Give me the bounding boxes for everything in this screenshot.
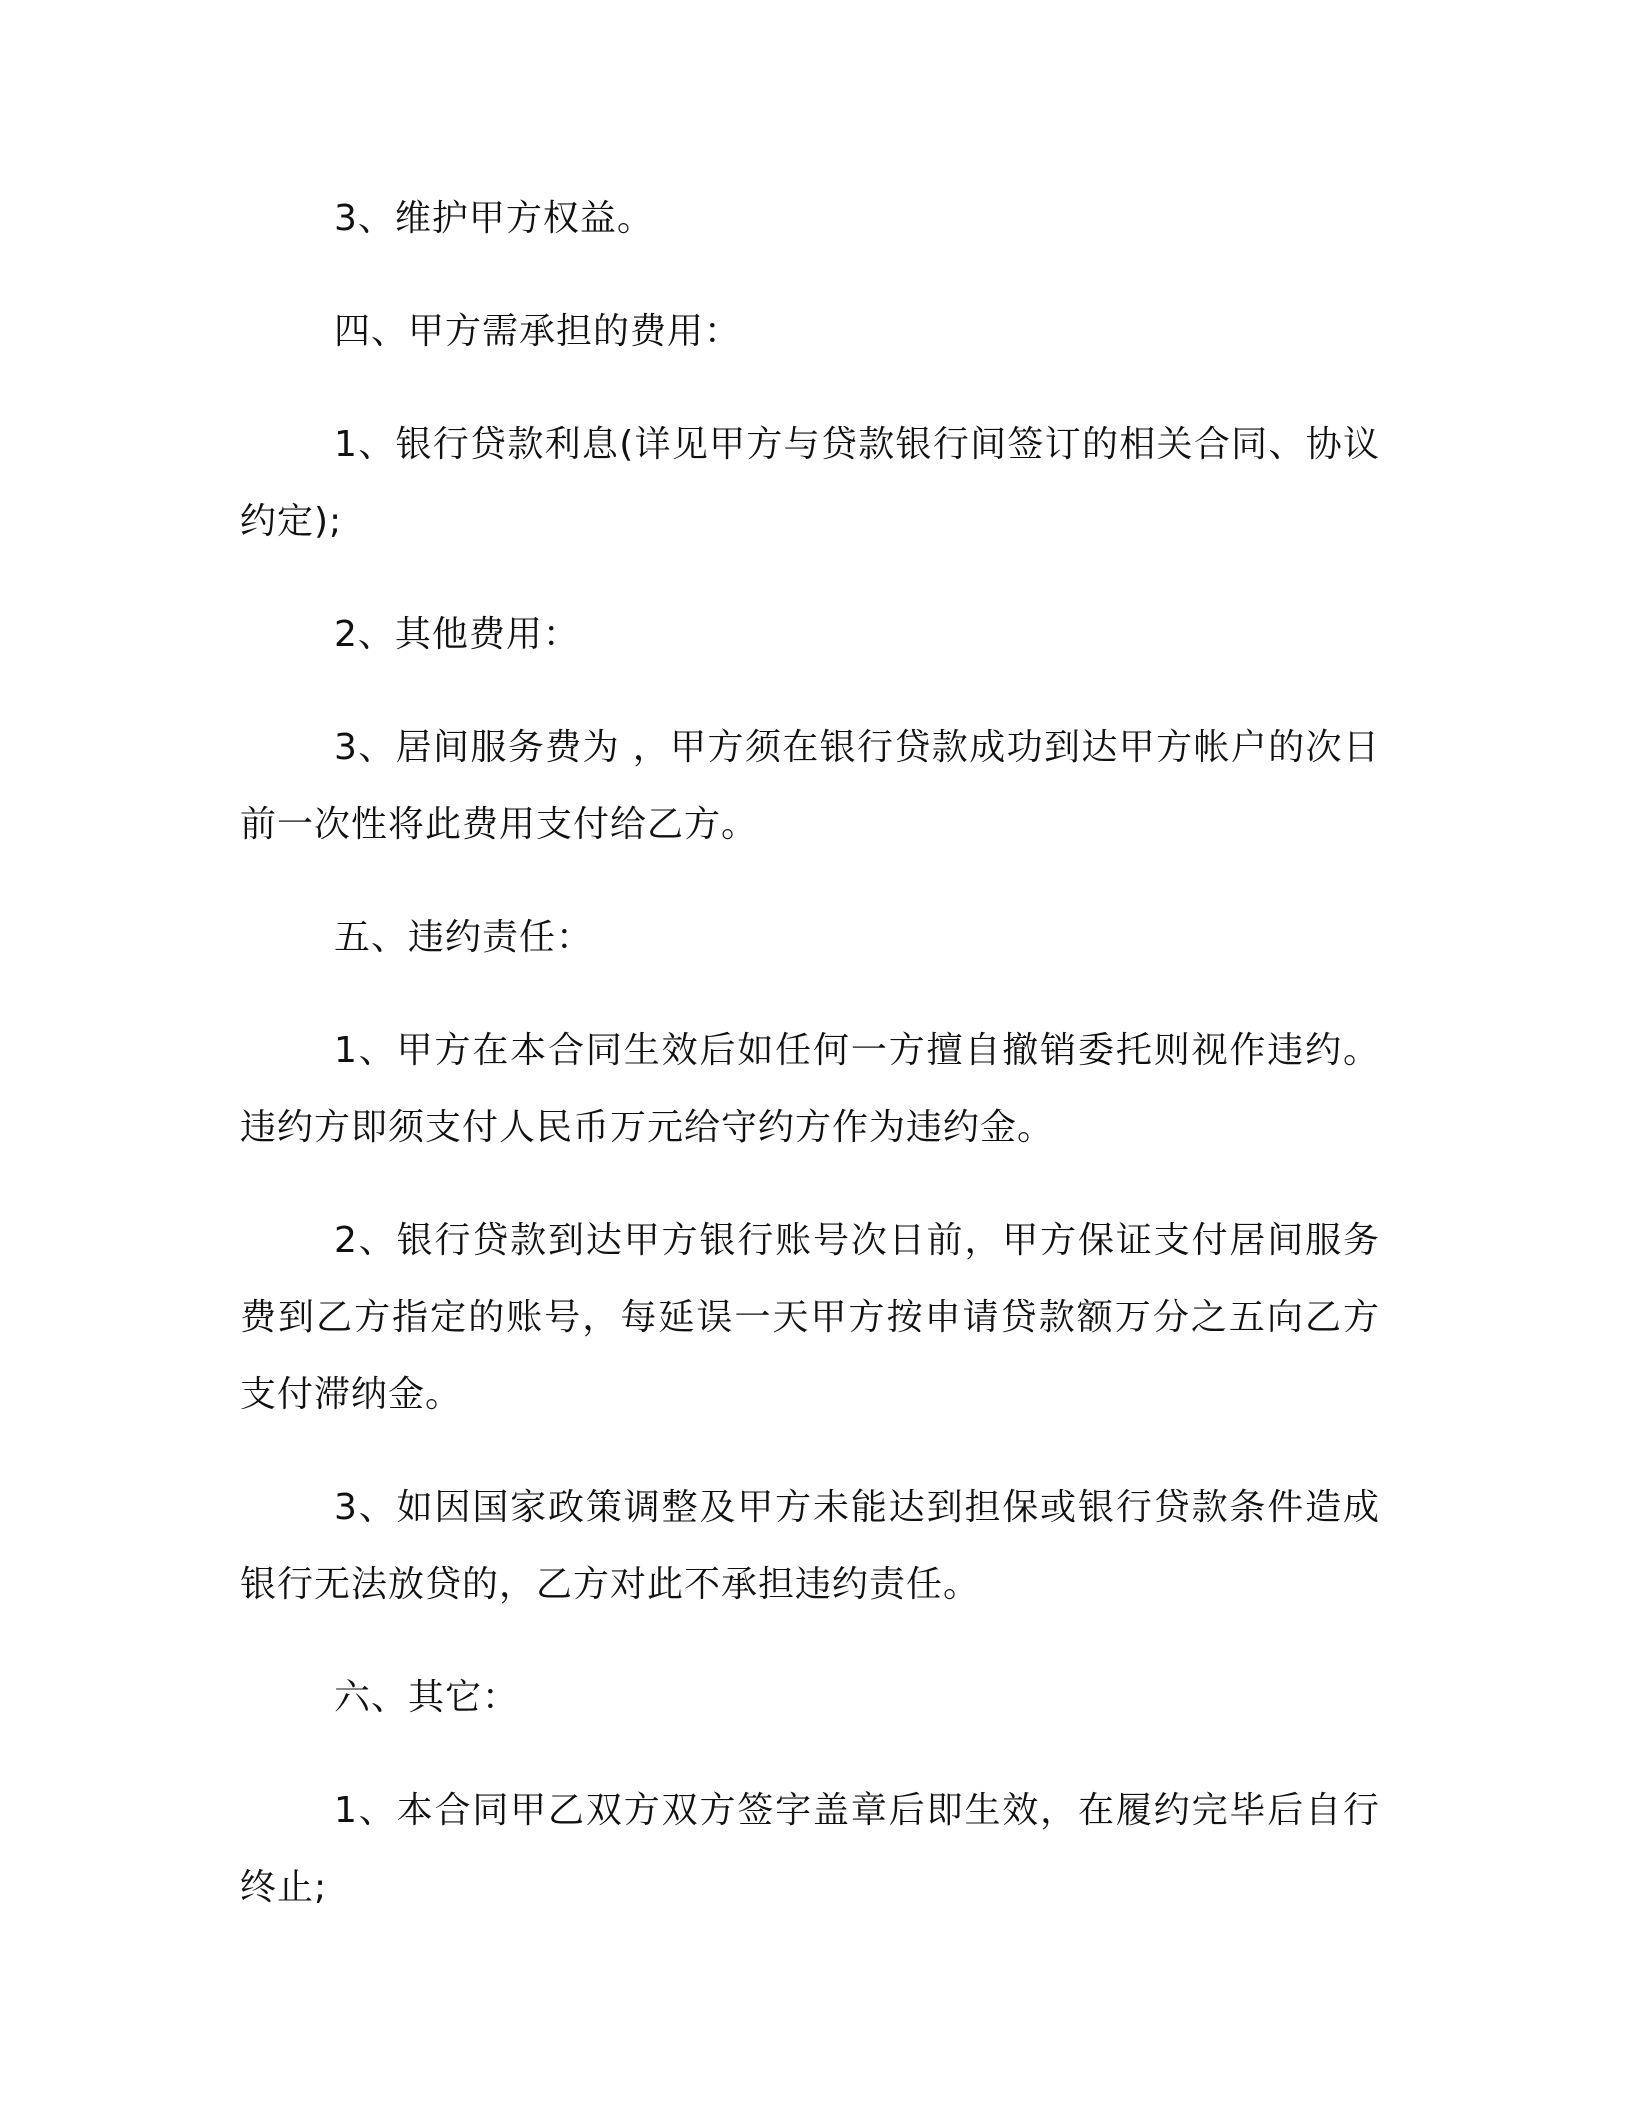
section-5-heading: 五、违约责任： bbox=[334, 917, 594, 958]
clause-4-3-service-fee: 3、居间服务费为 ，甲方须在银行贷款成功到达甲方帐户的次日前一次性将此费用支付给乙方。 bbox=[240, 727, 1380, 845]
clause-5-3-policy-exemption: 3、如因国家政策调整及甲方未能达到担保或银行贷款条件造成银行无法放贷的，乙方对此不承担违约责任。 bbox=[240, 1487, 1380, 1605]
clause-5-2-late-fee: 2、银行贷款到达甲方银行账号次日前，甲方保证支付居间服务费到乙方指定的账号，每延误一天甲方按申请贷款额万分之五向乙方支付滞纳金。 bbox=[240, 1220, 1380, 1415]
section-4-heading: 四、甲方需承担的费用： bbox=[334, 311, 742, 352]
document-body bbox=[240, 180, 1380, 1962]
clause-3-protect-rights: 3、维护甲方权益。 bbox=[334, 198, 654, 239]
clause-4-2-other-fees: 2、其他费用： bbox=[334, 614, 580, 655]
clause-4-1-loan-interest: 1、银行贷款利息(详见甲方与贷款银行间签订的相关合同、协议约定); bbox=[240, 424, 1380, 542]
section-6-heading: 六、其它： bbox=[334, 1677, 520, 1718]
clause-6-1-effective: 1、本合同甲乙双方双方签字盖章后即生效，在履约完毕后自行终止; bbox=[240, 1790, 1380, 1908]
clause-5-1-revocation: 1、甲方在本合同生效后如任何一方擅自撤销委托则视作违约。违约方即须支付人民币万元给守约方作为违约金。 bbox=[240, 1030, 1380, 1148]
